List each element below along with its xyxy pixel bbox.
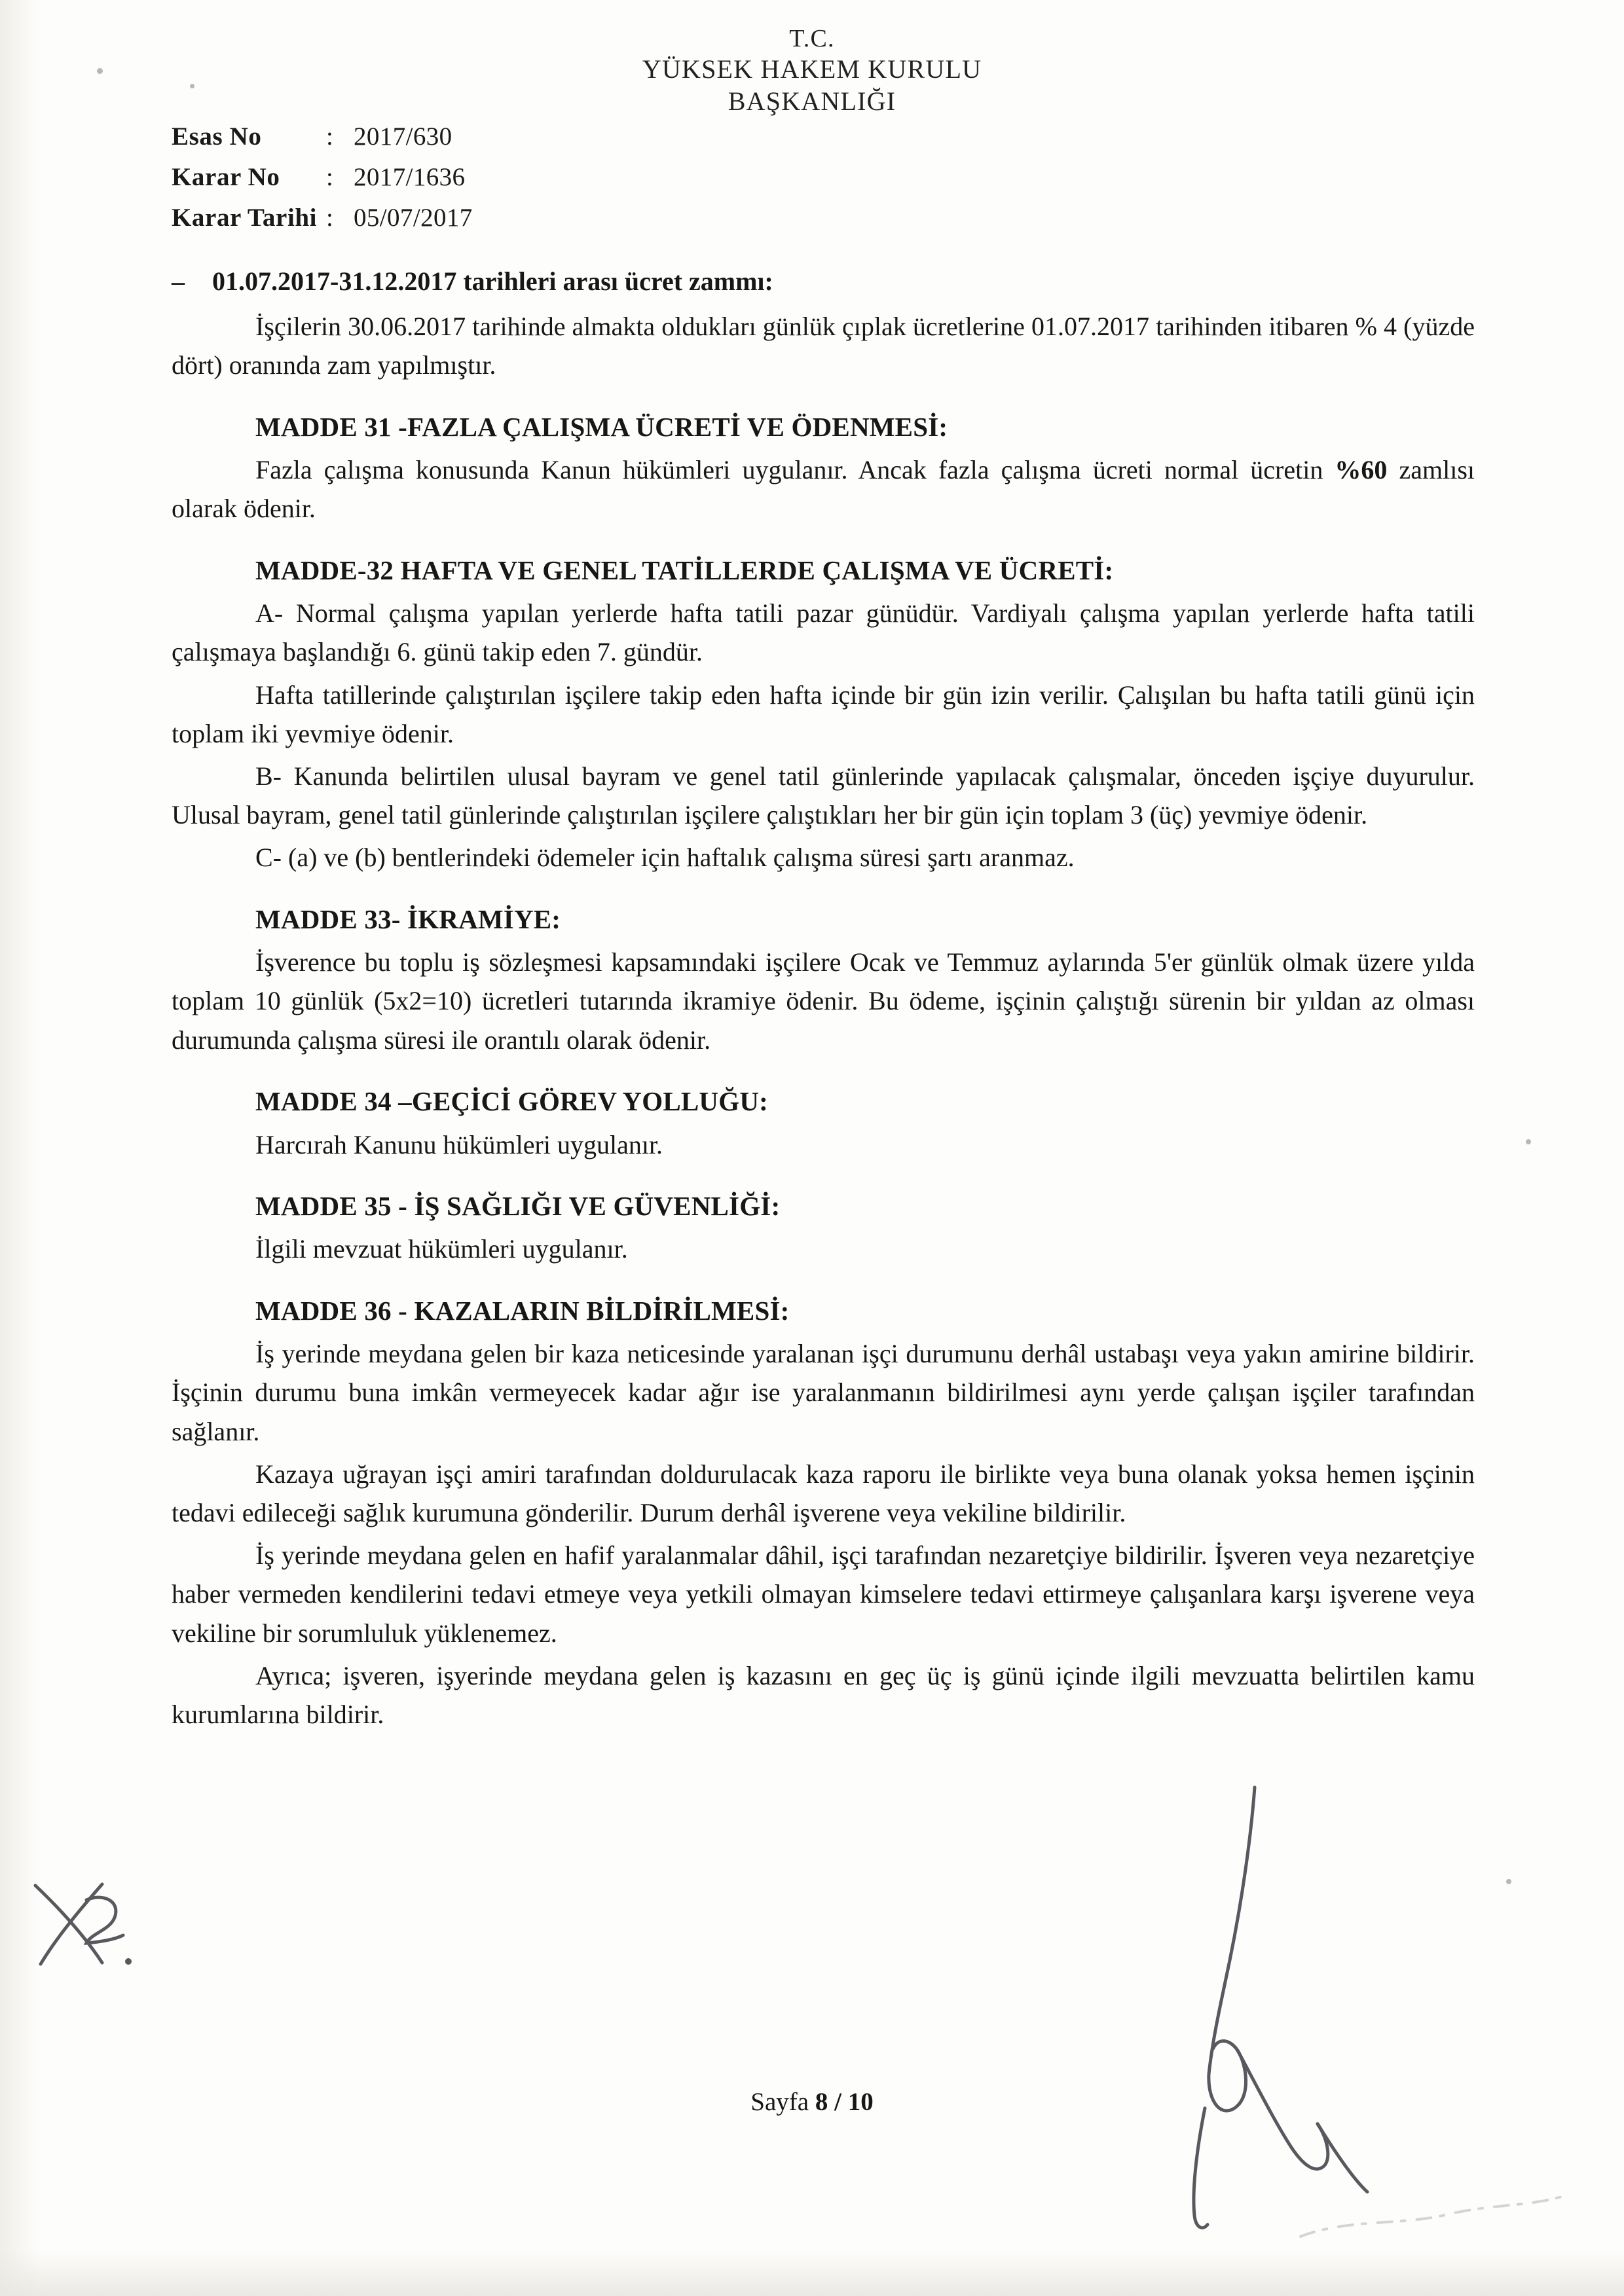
scan-speck <box>1526 1139 1531 1144</box>
bullet-heading-ucret-zammi <box>172 262 1475 301</box>
heading-madde-33: MADDE 33- İKRAMİYE: <box>255 903 561 934</box>
heading-madde-32: MADDE-32 HAFTA VE GENEL TATİLLERDE ÇALIŞMA VE ÜCRETİ: <box>255 555 1114 585</box>
madde31-text-a: Fazla çalışma konusunda Kanun hükümleri uygulanır. Ancak fazla çalışma ücreti normal ücretin <box>255 455 1335 485</box>
paragraph-madde-36-3: İş yerinde meydana gelen en hafif yaralanmalar dâhil, işçi tarafından nezaretçiye bildirilir. İşveren veya nezaretçiye haber vermeden kendilerini tedavi etmeye veya yetkili olmayan kimselere tedavi ettirmeye çalışanlara karşı işverene veya vekiline bir sorumluluk yüklenemez. <box>172 1540 1475 1648</box>
paragraph-madde-35: İlgili mevzuat hükümleri uygulanır. <box>255 1234 628 1264</box>
header-line-tc: T.C. <box>789 25 835 52</box>
meta-row-karar-tarihi <box>172 203 473 232</box>
scan-speck <box>190 84 194 88</box>
heading-madde-36: MADDE 36 - KAZALARIN BİLDİRİLMESİ: <box>255 1295 790 1326</box>
paragraph-madde-33: İşverence bu toplu iş sözleşmesi kapsamındaki işçilere Ocak ve Temmuz aylarında 5'er günlük olmak üzere yılda toplam 10 günlük (5x2=10) ücretleri tutarında ikramiye ödenir. Bu ödeme, işçinin çalıştığı sürenin bir yıldan az olması durumunda çalışma süresi ile orantılı olarak ödenir. <box>172 947 1475 1055</box>
meta-colon-esas-no: : <box>326 122 333 151</box>
paragraph-madde-32-a: A- Normal çalışma yapılan yerlerde hafta tatili pazar günüdür. Vardiyalı çalışma yapılan yerlerde hafta tatili çalışmaya başlandığı 6. günü takip eden 7. gündür. <box>172 598 1475 667</box>
meta-value-esas-no: 2017/630 <box>354 122 452 151</box>
footer-page-number: 8 <box>815 2088 828 2116</box>
meta-colon-karar-no: : <box>326 163 333 191</box>
scan-speck <box>97 68 103 74</box>
meta-colon-karar-tarihi: : <box>326 204 333 232</box>
meta-label-karar-no: Karar No <box>172 163 280 191</box>
paragraph-madde-31 <box>172 450 1475 528</box>
madde31-rate: %60 <box>1335 455 1388 485</box>
scan-speck <box>1506 1879 1511 1884</box>
paragraph-madde-36-1: İş yerinde meydana gelen bir kaza neticesinde yaralanan işçi durumunu derhâl ustabaşı veya yakın amirine bildirir. İşçinin durumu buna imkân vermeyecek kadar ağır ise yaralanmanın bildirilmesi aynı yerde çalışan işçiler tarafından sağlanır. <box>172 1339 1475 1446</box>
paragraph-madde-36-2: Kazaya uğrayan işçi amiri tarafından doldurulacak kaza raporu ile birlikte veya buna olanak yoksa hemen işçinin tedavi edileceği sağlık kurumuna gönderilir. Durum derhâl işverene veya vekiline bildirilir. <box>172 1459 1475 1527</box>
heading-madde-34: MADDE 34 –GEÇİCİ GÖREV YOLLUĞU: <box>255 1085 768 1116</box>
paragraph-madde-36-4: Ayrıca; işveren, işyerinde meydana gelen iş kazasını en geç üç iş günü içinde ilgili mevzuatta belirtilen kamu kurumlarına bildirir. <box>172 1660 1475 1729</box>
paragraph-madde-34: Harcırah Kanunu hükümleri uygulanır. <box>255 1129 663 1159</box>
meta-value-karar-tarihi: 05/07/2017 <box>354 204 473 232</box>
footer-prefix: Sayfa <box>750 2088 815 2116</box>
meta-label-esas-no: Esas No <box>172 122 262 151</box>
heading-madde-31: MADDE 31 -FAZLA ÇALIŞMA ÜCRETİ VE ÖDENMESİ: <box>255 411 948 442</box>
meta-label-karar-tarihi: Karar Tarihi <box>172 204 318 232</box>
paragraph-madde-32-b: B- Kanunda belirtilen ulusal bayram ve genel tatil günlerinde yapılacak çalışmalar, önceden işçiye duyurulur. Ulusal bayram, genel tatil günlerinde çalıştırılan işçilere çalıştıkları her bir gün için toplam 3 (üç) yevmiye ödenir. <box>172 761 1475 830</box>
meta-row-esas-no <box>172 122 473 151</box>
paragraph-ucret-zammi: İşçilerin 30.06.2017 tarihinde almakta oldukları günlük çıplak ücretlerine 01.07.2017 tarihinden itibaren % 4 (yüzde dört) oranında zam yapılmıştır. <box>172 312 1475 380</box>
header-line-institution: YÜKSEK HAKEM KURULU <box>642 54 982 84</box>
handwritten-signature-icon <box>1126 1781 1493 2239</box>
paragraph-madde-32-c: C- (a) ve (b) bentlerindeki ödemeler için haftalık çalışma süresi şartı aranmaz. <box>255 843 1075 873</box>
heading-madde-35: MADDE 35 - İŞ SAĞLIĞI VE GÜVENLİĞİ: <box>255 1190 781 1221</box>
meta-row-karar-no <box>172 162 473 192</box>
paragraph-madde-32-hafta-tatili: Hafta tatillerinde çalıştırılan işçilere takip eden hafta içinde bir gün izin verilir. Çalışılan bu hafta tatili günü için toplam iki yevmiye ödenir. <box>172 680 1475 748</box>
handwritten-initials-icon <box>24 1859 141 1984</box>
bullet-dash: – <box>172 266 185 296</box>
document-body <box>172 262 1475 1738</box>
footer-total-pages: 10 <box>847 2088 874 2116</box>
bullet-heading-text: 01.07.2017-31.12.2017 tarihleri arası ücret zammı: <box>212 266 773 296</box>
madde31-text-b: zamlısı olarak ödenir. <box>172 455 1475 524</box>
header-line-department: BAŞKANLIĞI <box>728 86 896 117</box>
footer-separator: / <box>828 2088 848 2116</box>
document-header <box>0 24 1624 118</box>
ink-smudge-icon <box>1297 2180 1572 2259</box>
case-metadata <box>172 122 473 244</box>
meta-value-karar-no: 2017/1636 <box>354 163 466 191</box>
